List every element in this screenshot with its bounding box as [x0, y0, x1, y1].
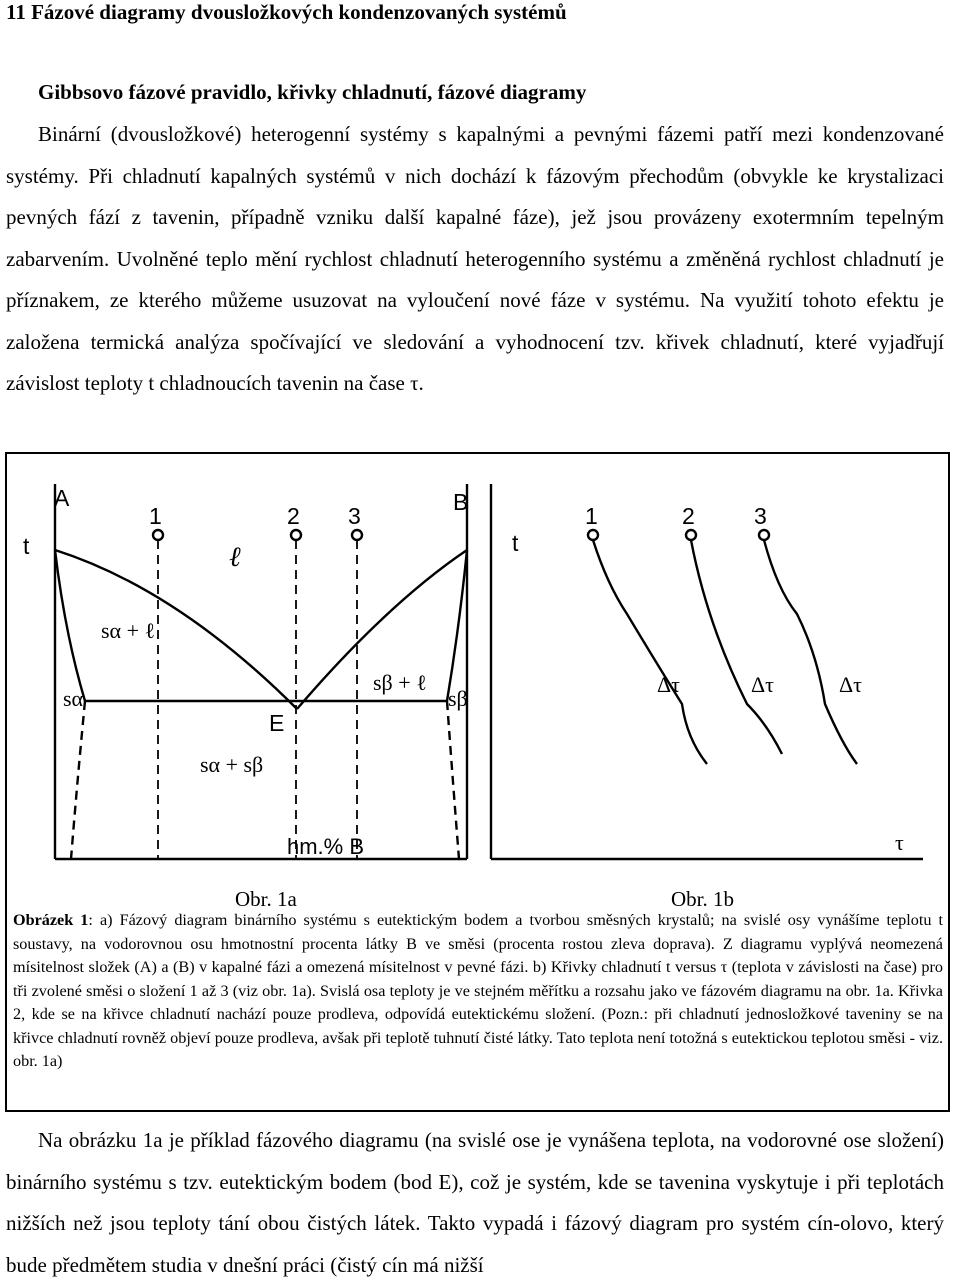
figure-1	[5, 452, 950, 1112]
region-beta-label: sβ	[448, 686, 468, 711]
section-heading: 11 Fázové diagramy dvousložkových kondenzovaných systémů	[6, 0, 567, 24]
caption-title: Obrázek 1	[13, 911, 89, 929]
curve-2-label: 2	[682, 503, 695, 529]
delay-2-label: Δτ	[751, 672, 774, 697]
curve-3-label: 3	[754, 503, 767, 529]
cooling-curve-3-start	[759, 530, 769, 540]
liquid-region-label: ℓ	[229, 542, 241, 573]
label-A: A	[54, 485, 70, 511]
composition-3-point	[352, 530, 362, 540]
body-paragraph: Na obrázku 1a je příklad fázového diagramu (na svislé ose je vynášena teplota, na vodorovné ose složení) binárního systému s tzv. eutektickým bodem (bod E), což je systém, kde se tavenina vyskytuje i při teplotách nižších než jsou teploty tání obou čistých látek. Takto vypadá i fázový diagram pro systém cín-olovo, který bude předmětem studia v dnešní práci (čistý cín má nižší	[6, 1128, 944, 1277]
solvus-left	[71, 701, 85, 859]
liquidus-left	[55, 550, 297, 709]
eutectic-point-label: E	[269, 710, 285, 736]
caption-text: : a) Fázový diagram binárního systému s eutektickým bodem a tvorbou směsných krystalů; na svislé osy vynášíme teplotu t soustavy, na vodorovnou osu hmotnostní procenta látky B ve směsi (procenta rostou zleva doprava). Z diagramu vyplývá neomezená mísitelnost složek (A) a (B) v kapalné fázi a omezená mísitelnost v pevné fázi. b) Křivky chladnutí t versus τ (teplota v závislosti na čase) pro tři zvolené směsi o složení 1 až 3 (viz obr. 1a). Svislá osa teploty je ve stejném měřítku a rozsahu jako ve fázovém diagramu na obr. 1a. Křivka 2, kde se na křivce chladnutí nachází pouze prodleva, odpovídá eutektickému složení. (Pozn.: při chladnutí jednosložkové taveniny se na křivce chladnutí rovněž objeví pouze prodleva, avšak při teplotě tuhnutí čisté látky. Tato teplota není totožná s eutektickou teplotou směsi - viz. obr. 1a)	[13, 911, 943, 1070]
axis-b-xlabel: τ	[895, 830, 904, 855]
composition-2-point	[291, 530, 301, 540]
figure-1a-label: Obr. 1a	[235, 887, 297, 911]
solidus-left	[55, 550, 85, 701]
region-alpha-liquid-label: sα + ℓ	[101, 618, 156, 643]
region-beta-liquid-label: sβ + ℓ	[373, 670, 427, 695]
figure-1b-label: Obr. 1b	[671, 887, 734, 911]
axis-a-xlabel: hm.% B	[287, 834, 365, 859]
cooling-curve-3	[764, 540, 857, 764]
axis-b-t-label: t	[512, 530, 519, 556]
subsection-heading: Gibbsovo fázové pravidlo, křivky chladnutí, fázové diagramy	[38, 80, 587, 104]
axis-a-t-label: t	[23, 533, 30, 559]
composition-2-label: 2	[287, 503, 300, 529]
cooling-curve-2	[691, 540, 782, 754]
region-alpha-label: sα	[63, 686, 84, 711]
label-B: B	[453, 489, 469, 515]
cooling-curve-2-start	[686, 530, 696, 540]
delay-1-label: Δτ	[657, 672, 680, 697]
solvus-right	[447, 701, 459, 859]
solidus-right	[447, 550, 467, 701]
composition-3-label: 3	[348, 503, 361, 529]
composition-1-point	[153, 530, 163, 540]
curve-1-label: 1	[585, 503, 598, 529]
delay-3-label: Δτ	[839, 672, 862, 697]
cooling-curve-1-start	[588, 530, 598, 540]
composition-1-label: 1	[149, 503, 162, 529]
intro-paragraph: Binární (dvousložkové) heterogenní systémy s kapalnými a pevnými fázemi patří mezi kondenzované systémy. Při chladnutí kapalných systémů v nich dochází k fázovým přechodům (obvykle ke krystalizaci pevných fází z tavenin, případně vzniku další kapalné fáze), jež jsou provázeny exotermním tepelným zabarvením. Uvolněné teplo mění rychlost chladnutí heterogenního systému a změněná rychlost chladnutí je příznakem, ze kterého můžeme usuzovat na vyloučení nové fáze v systému. Na využití tohoto efektu je založena termická analýza spočívající ve sledování a vyhodnocení tzv. křivek chladnutí, které vyjadřují závislost teploty t chladnoucích tavenin na čase τ.	[6, 122, 944, 395]
cooling-curve-1	[593, 540, 707, 764]
figure-caption	[13, 909, 943, 1074]
region-alpha-beta-label: sα + sβ	[200, 752, 264, 777]
